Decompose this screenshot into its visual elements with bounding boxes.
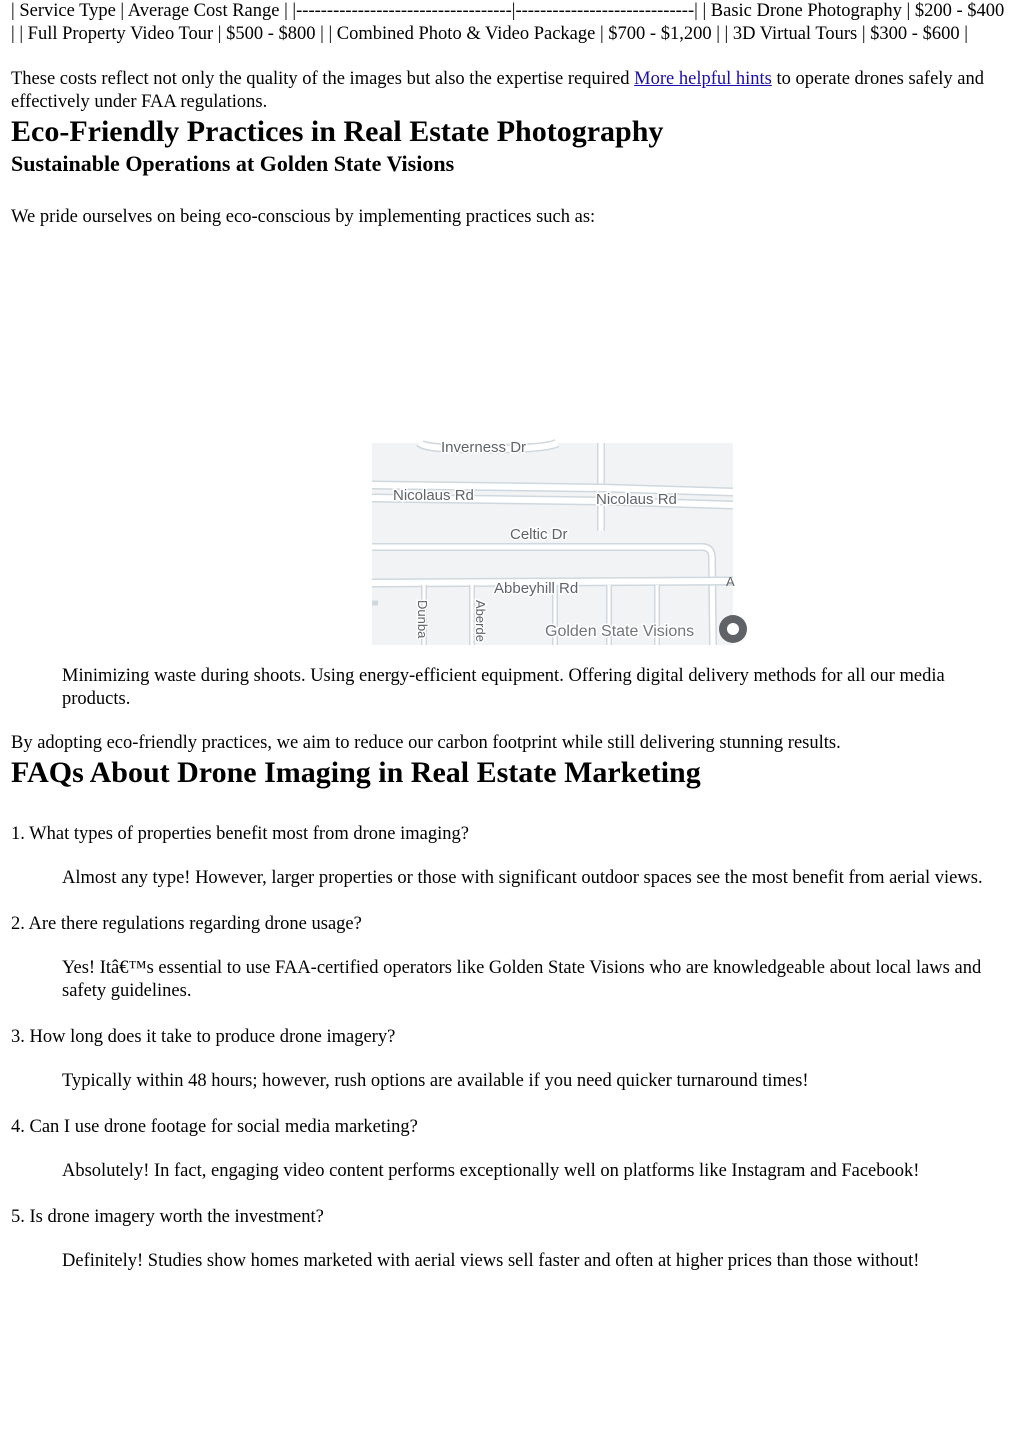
more-helpful-hints-link[interactable]: More helpful hints	[634, 69, 772, 89]
faq-question-4: 4. Can I use drone footage for social media marketing?	[11, 1117, 418, 1137]
faq-question-5: 5. Is drone imagery worth the investment?	[11, 1207, 324, 1227]
article-content	[11, 0, 1011, 1273]
map-label-edge-a: A	[726, 574, 735, 589]
costs-text-before: These costs reflect not only the quality of the images but also the expertise required	[11, 69, 635, 89]
map-label-nicolaus-right: Nicolaus Rd	[596, 491, 677, 508]
faq-answer-5: Definitely! Studies show homes marketed with aerial views sell faster and often at higher prices than those without!	[62, 1251, 920, 1271]
map-label-aberdeen: Aberde	[473, 600, 488, 642]
map-marker-icon[interactable]	[719, 615, 747, 643]
faq-question-1: 1. What types of properties benefit most from drone imaging?	[11, 824, 469, 844]
map-canvas[interactable]	[372, 439, 735, 645]
costs-text-after: to operate drones safely and effectively under FAA regulations.	[11, 69, 985, 112]
cost-table-raw-text: | Service Type | Average Cost Range | |-----------------------------------|-----------------------------| | Basic Drone Photography | $200 - $400 | | Full Property Video Tour | $500 - $800 | | Combined Photo & Video Package | $700 - $1,200 | | 3D Virtual Tours | $300 - $600 |	[11, 1, 1005, 44]
map-label-inverness: Inverness Dr	[441, 439, 527, 456]
map-label-celtic: Celtic Dr	[510, 526, 568, 543]
faq-question-3: 3. How long does it take to produce drone imagery?	[11, 1027, 396, 1047]
faq-list	[11, 823, 1011, 1273]
eco-friendly-heading: Eco-Friendly Practices in Real Estate Photography	[11, 115, 664, 148]
faq-answer-2: Yes! Itâ€™s essential to use FAA-certified operators like Golden State Visions who are knowledgeable about local laws and safety guidelines.	[62, 958, 982, 1001]
faq-heading: FAQs About Drone Imaging in Real Estate Marketing	[11, 756, 701, 789]
location-map[interactable]	[372, 439, 735, 645]
map-label-dunbar: Dunba	[415, 600, 430, 639]
eco-summary-text: By adopting eco-friendly practices, we aim to reduce our carbon footprint while still delivering stunning results.	[11, 733, 841, 753]
sustainable-operations-heading: Sustainable Operations at Golden State Visions	[11, 151, 455, 176]
eco-intro-text: We pride ourselves on being eco-conscious by implementing practices such as:	[11, 207, 596, 227]
costs-paragraph	[11, 68, 1011, 114]
eco-practices-list-text: Minimizing waste during shoots. Using energy-efficient equipment. Offering digital delivery methods for all our media products.	[62, 666, 945, 709]
faq-question-2: 2. Are there regulations regarding drone usage?	[11, 914, 362, 934]
faq-answer-1: Almost any type! However, larger properties or those with significant outdoor spaces see the most benefit from aerial views.	[62, 868, 983, 888]
map-label-nicolaus-left: Nicolaus Rd	[393, 487, 474, 504]
faq-answer-4: Absolutely! In fact, engaging video content performs exceptionally well on platforms like Instagram and Facebook!	[62, 1161, 920, 1181]
faq-answer-3: Typically within 48 hours; however, rush options are available if you need quicker turnaround times!	[62, 1071, 809, 1091]
map-label-abbeyhill: Abbeyhill Rd	[494, 580, 579, 597]
map-business-label[interactable]: Golden State Visions	[545, 623, 695, 640]
